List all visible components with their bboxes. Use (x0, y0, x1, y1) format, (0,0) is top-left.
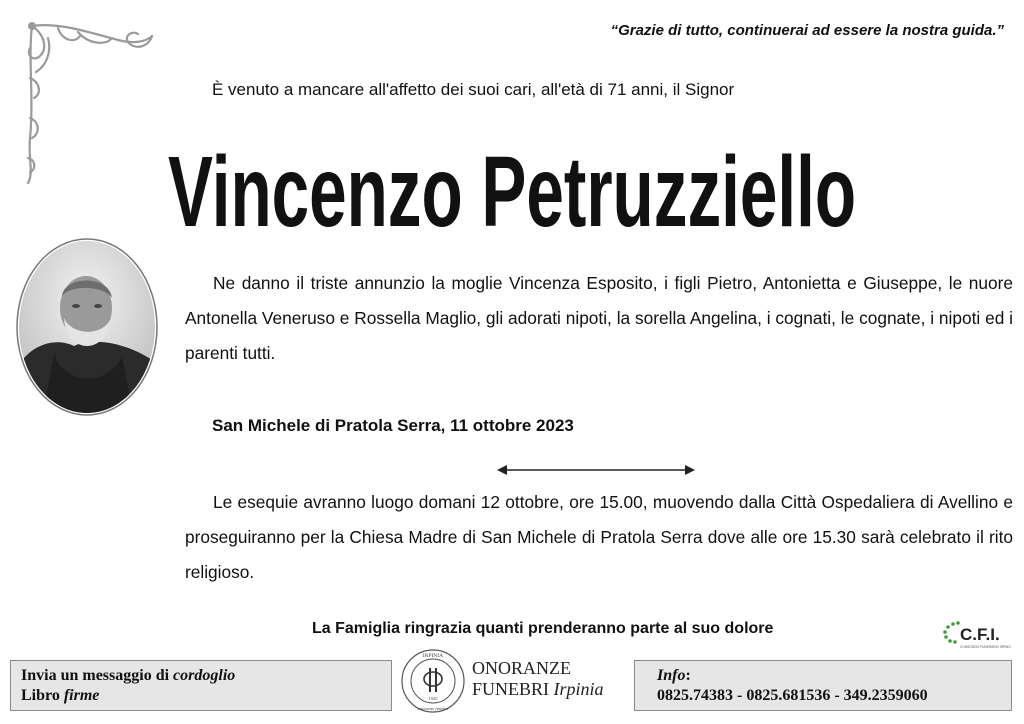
family-thanks: La Famiglia ringrazia quanti prenderanno parte al suo dolore (312, 620, 774, 637)
condolence-box (10, 660, 392, 711)
send-condolence-prefix: Invia un messaggio di (21, 667, 174, 684)
intro-text: È venuto a mancare all'affetto dei suoi cari, all'età di 71 anni, il Signor (212, 80, 735, 99)
logo-top-text: IRPINIA (422, 653, 444, 659)
cfi-logo-subtext: CONSORZIO FUNERARIO IRPINO (960, 645, 1011, 649)
memorial-quote: “Grazie di tutto, continuerai ad essere la nostra guida.” (610, 22, 1004, 39)
info-label-text: Info (657, 667, 686, 684)
funeral-home-logo-icon (400, 648, 466, 714)
logo-year-text: 1920 (428, 696, 438, 701)
deceased-name-text: Vincenzo Petruzziello (168, 136, 856, 240)
cfi-logo (942, 618, 1018, 650)
brand-line-2a: FUNEBRI (472, 679, 554, 699)
info-box (634, 660, 1012, 711)
send-condolence-emph: cordoglio (173, 667, 236, 684)
send-condolence-link[interactable] (21, 666, 381, 686)
cfi-logo-text: C.F.I. (960, 625, 1000, 644)
brand-line-2 (472, 679, 604, 700)
funeral-home-brand (472, 658, 604, 700)
deceased-name (0, 130, 1024, 240)
funeral-details-paragraph (185, 485, 1013, 590)
guest-book-emph: firme (63, 687, 100, 704)
double-arrow-icon (495, 462, 697, 478)
guest-book-link[interactable] (21, 686, 381, 706)
portrait-photo (14, 236, 160, 418)
funeral-details-text: Le esequie avranno luogo domani 12 ottobre, ore 15.00, muovendo dalla Città Ospedaliera di Avellino e proseguiranno per la Chiesa Madre di San Michele di Pratola Serra dove alle ore 15.30 sarà celebrato il rito religioso. (185, 492, 1013, 582)
info-label-colon: : (685, 667, 691, 684)
announcement-text: Ne danno il triste annunzio la moglie Vincenza Esposito, i figli Pietro, Antonietta e Giuseppe, le nuore Antonella Veneruso e Rossella Maglio, gli adorati nipoti, la sorella Angelina, i cognati, le cognate, i nipoti ed i parenti tutti. (185, 273, 1013, 363)
brand-line-2b: Irpinia (553, 679, 604, 699)
info-label (657, 666, 1001, 686)
place-date: San Michele di Pratola Serra, 11 ottobre 2023 (212, 416, 574, 435)
announcement-paragraph (185, 266, 1013, 371)
brand-line-1: ONORANZE (472, 658, 571, 678)
logo-bottom-text: onoranze funebri (417, 706, 449, 711)
info-phones: 0825.74383 - 0825.681536 - 349.2359060 (657, 687, 928, 704)
guest-book-prefix: Libro (21, 687, 64, 704)
